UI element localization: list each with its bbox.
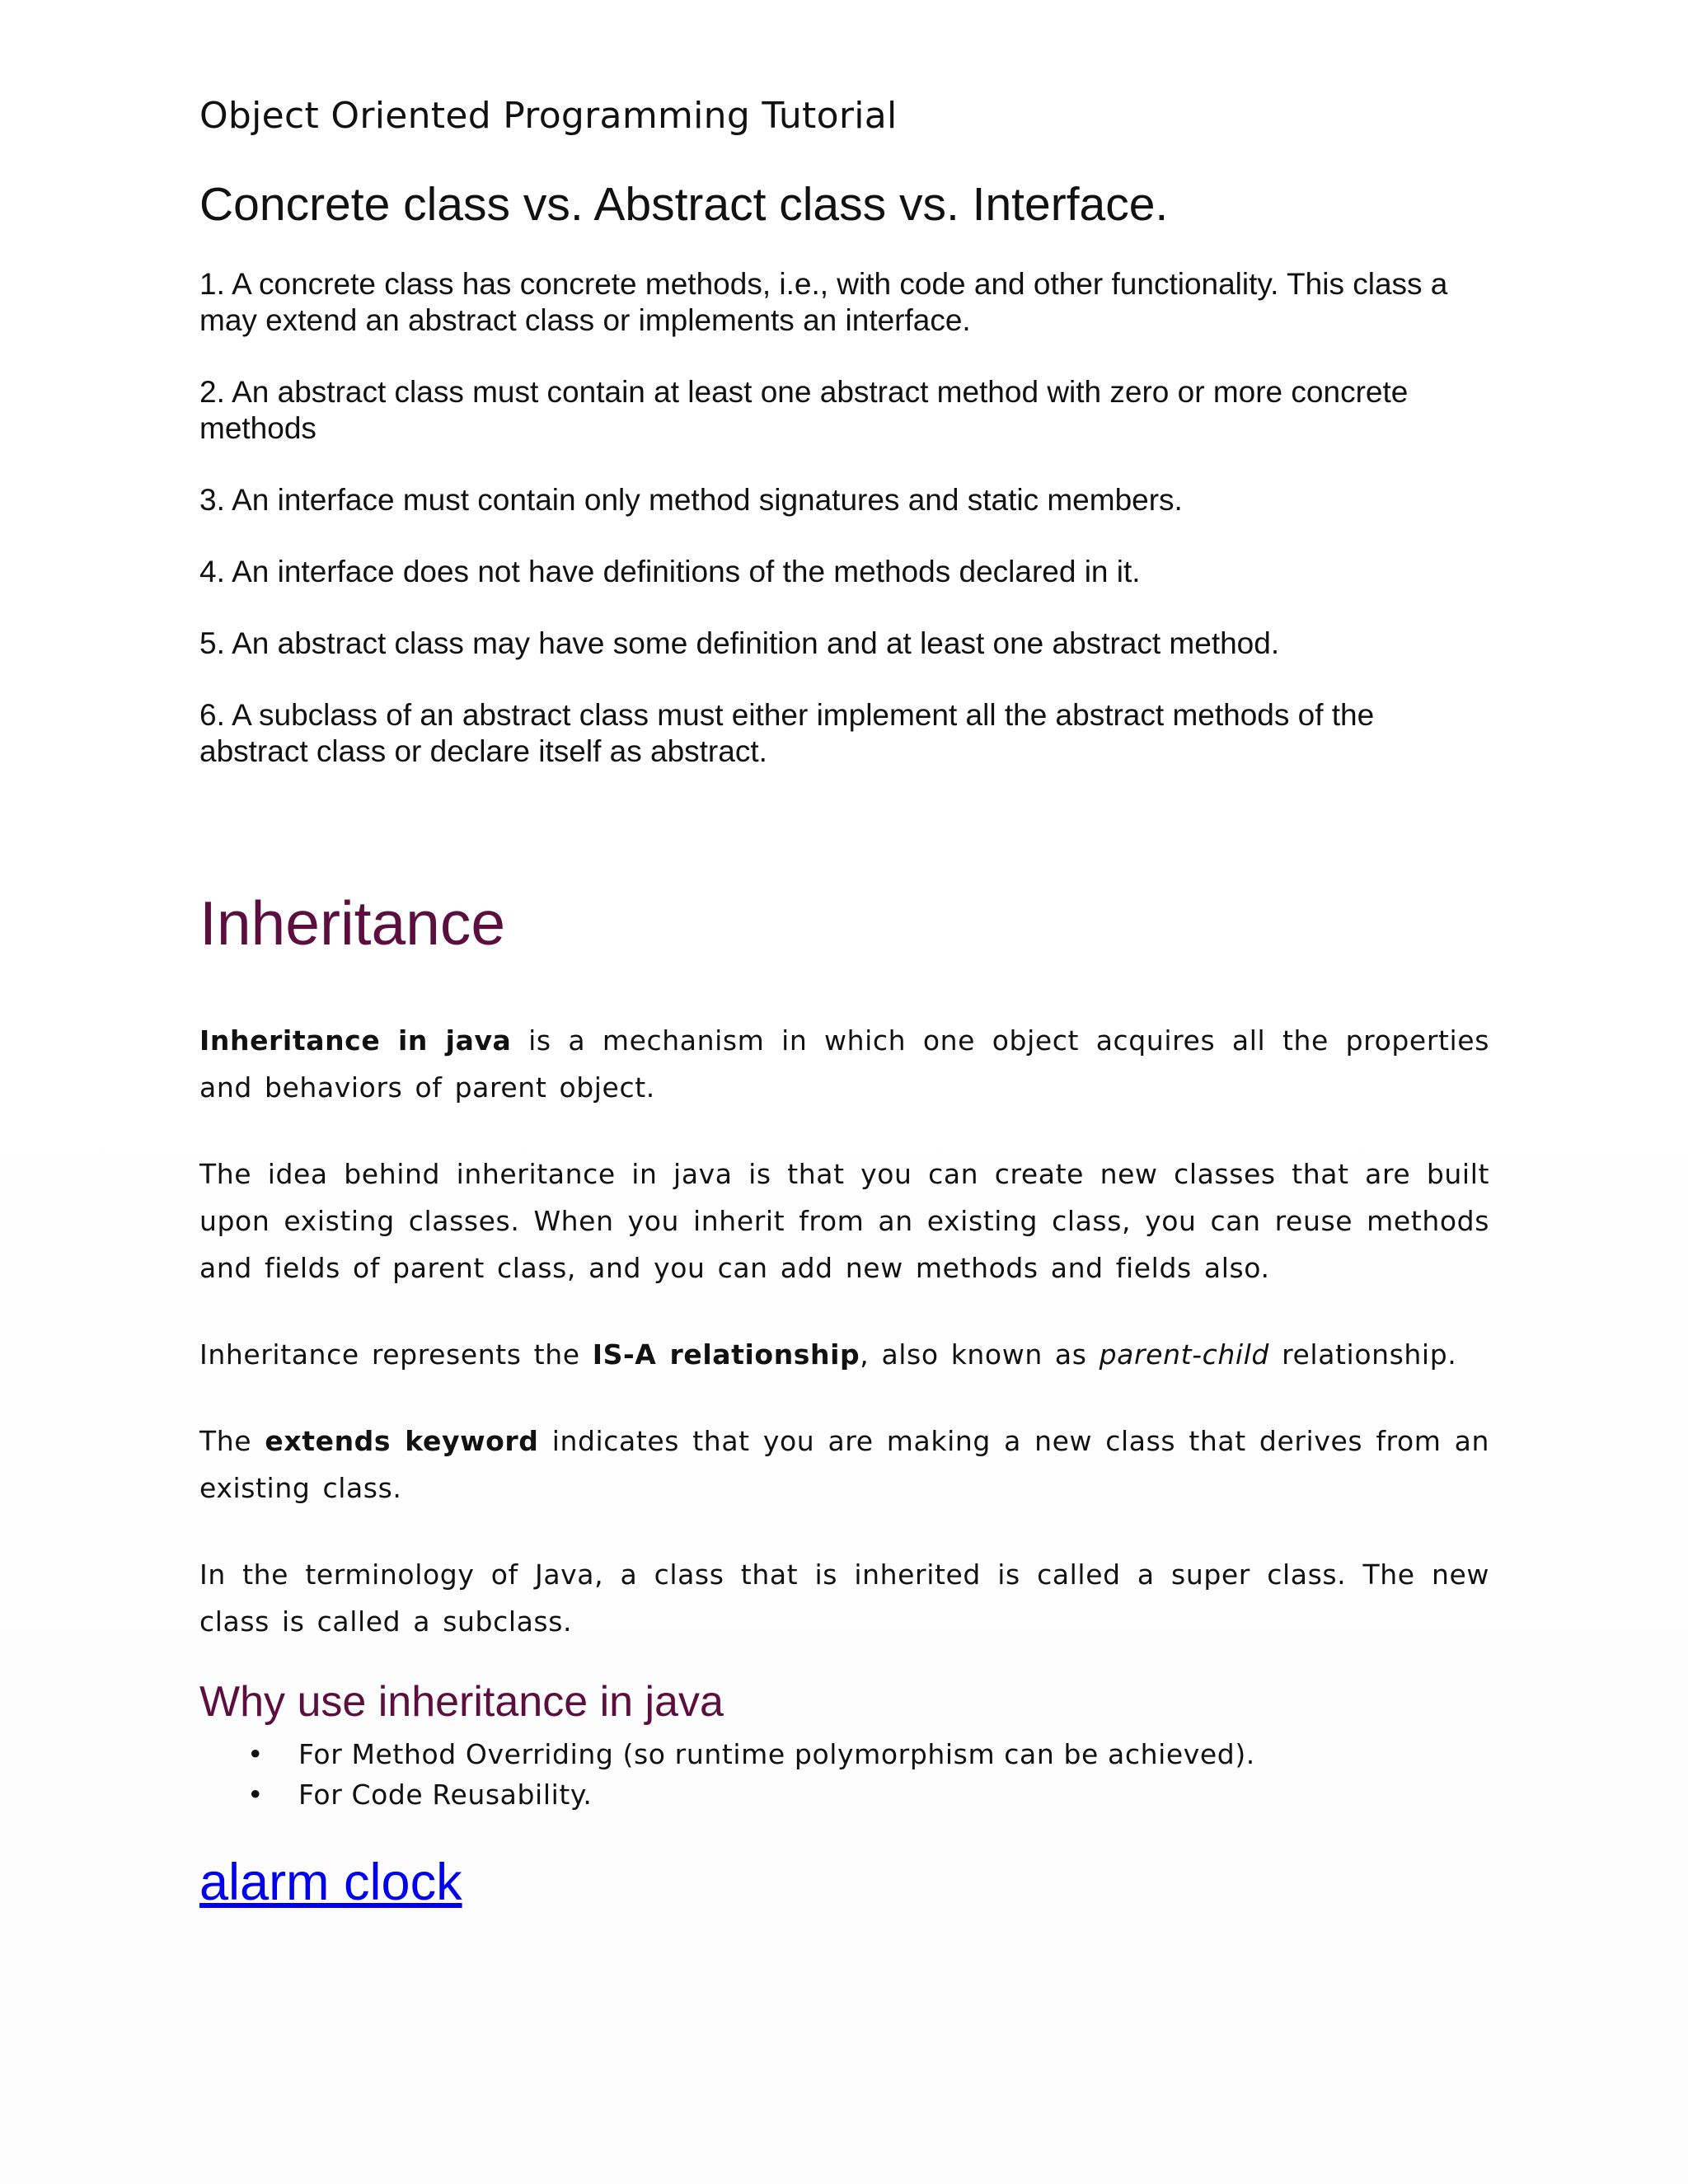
- why-heading: Why use inheritance in java: [199, 1677, 724, 1726]
- is-a-before: Inheritance represents the: [199, 1338, 593, 1371]
- terminology-para: In the terminology of Java, a class that is inherited is called a super class. The new class is called a subclass.: [199, 1558, 1489, 1638]
- comparison-point-2: 2. An abstract class must contain at least one abstract method with zero or more concrete methods: [199, 375, 1409, 446]
- extends-keyword-para: [199, 1418, 1489, 1511]
- running-header: Object Oriented Programming Tutorial: [199, 95, 898, 137]
- parent-child-term: parent-child: [1099, 1338, 1269, 1371]
- reason-text: For Method Overriding (so runtime polymorphism can be achieved).: [298, 1738, 1255, 1771]
- extends-before: The: [199, 1424, 265, 1457]
- comparison-point-4: 4. An interface does not have definitions of the methods declared in it.: [199, 555, 1141, 589]
- bullet-icon: •: [247, 1738, 265, 1771]
- reason-text: For Code Reusability.: [298, 1779, 593, 1811]
- inheritance-definition-text: is a mechanism in which one object acquires all the properties and behaviors of parent object.: [199, 1024, 1489, 1104]
- alarm-clock-link[interactable]: alarm clock: [199, 1854, 462, 1912]
- is-a-relationship: [199, 1331, 1489, 1378]
- is-a-after: relationship.: [1268, 1338, 1457, 1371]
- inheritance-heading: Inheritance: [199, 888, 506, 958]
- is-a-middle: , also known as: [860, 1338, 1100, 1371]
- inheritance-term: Inheritance in java: [199, 1024, 512, 1057]
- extends-after: indicates that you are making a new class that derives from an existing class.: [199, 1424, 1490, 1504]
- comparison-point-6: 6. A subclass of an abstract class must either implement all the abstract methods of the abstract class or declare itself as abstract.: [199, 698, 1375, 769]
- inheritance-idea: The idea behind inheritance in java is that you can create new classes that are built upon existing classes. When you inherit from an existing class, you can reuse methods and fields of parent class, and you can add new methods and fields also.: [199, 1157, 1489, 1284]
- comparison-point-3: 3. An interface must contain only method signatures and static members.: [199, 483, 1183, 518]
- comparison-title: Concrete class vs. Abstract class vs. Interface.: [199, 177, 1169, 231]
- list-item: [247, 1774, 1489, 1815]
- page-content: [199, 95, 1489, 1912]
- extends-term: extends keyword: [265, 1424, 539, 1457]
- comparison-point-1: 1. A concrete class has concrete methods, i.e., with code and other functionality. This class a may extend an abstract class or implements an interface.: [199, 267, 1448, 338]
- reasons-list: [199, 1734, 1489, 1815]
- list-item: [247, 1734, 1489, 1774]
- inheritance-definition: [199, 1017, 1489, 1111]
- comparison-point-5: 5. An abstract class may have some definition and at least one abstract method.: [199, 626, 1280, 661]
- bullet-icon: •: [247, 1779, 265, 1811]
- is-a-term: IS-A relationship: [592, 1338, 860, 1371]
